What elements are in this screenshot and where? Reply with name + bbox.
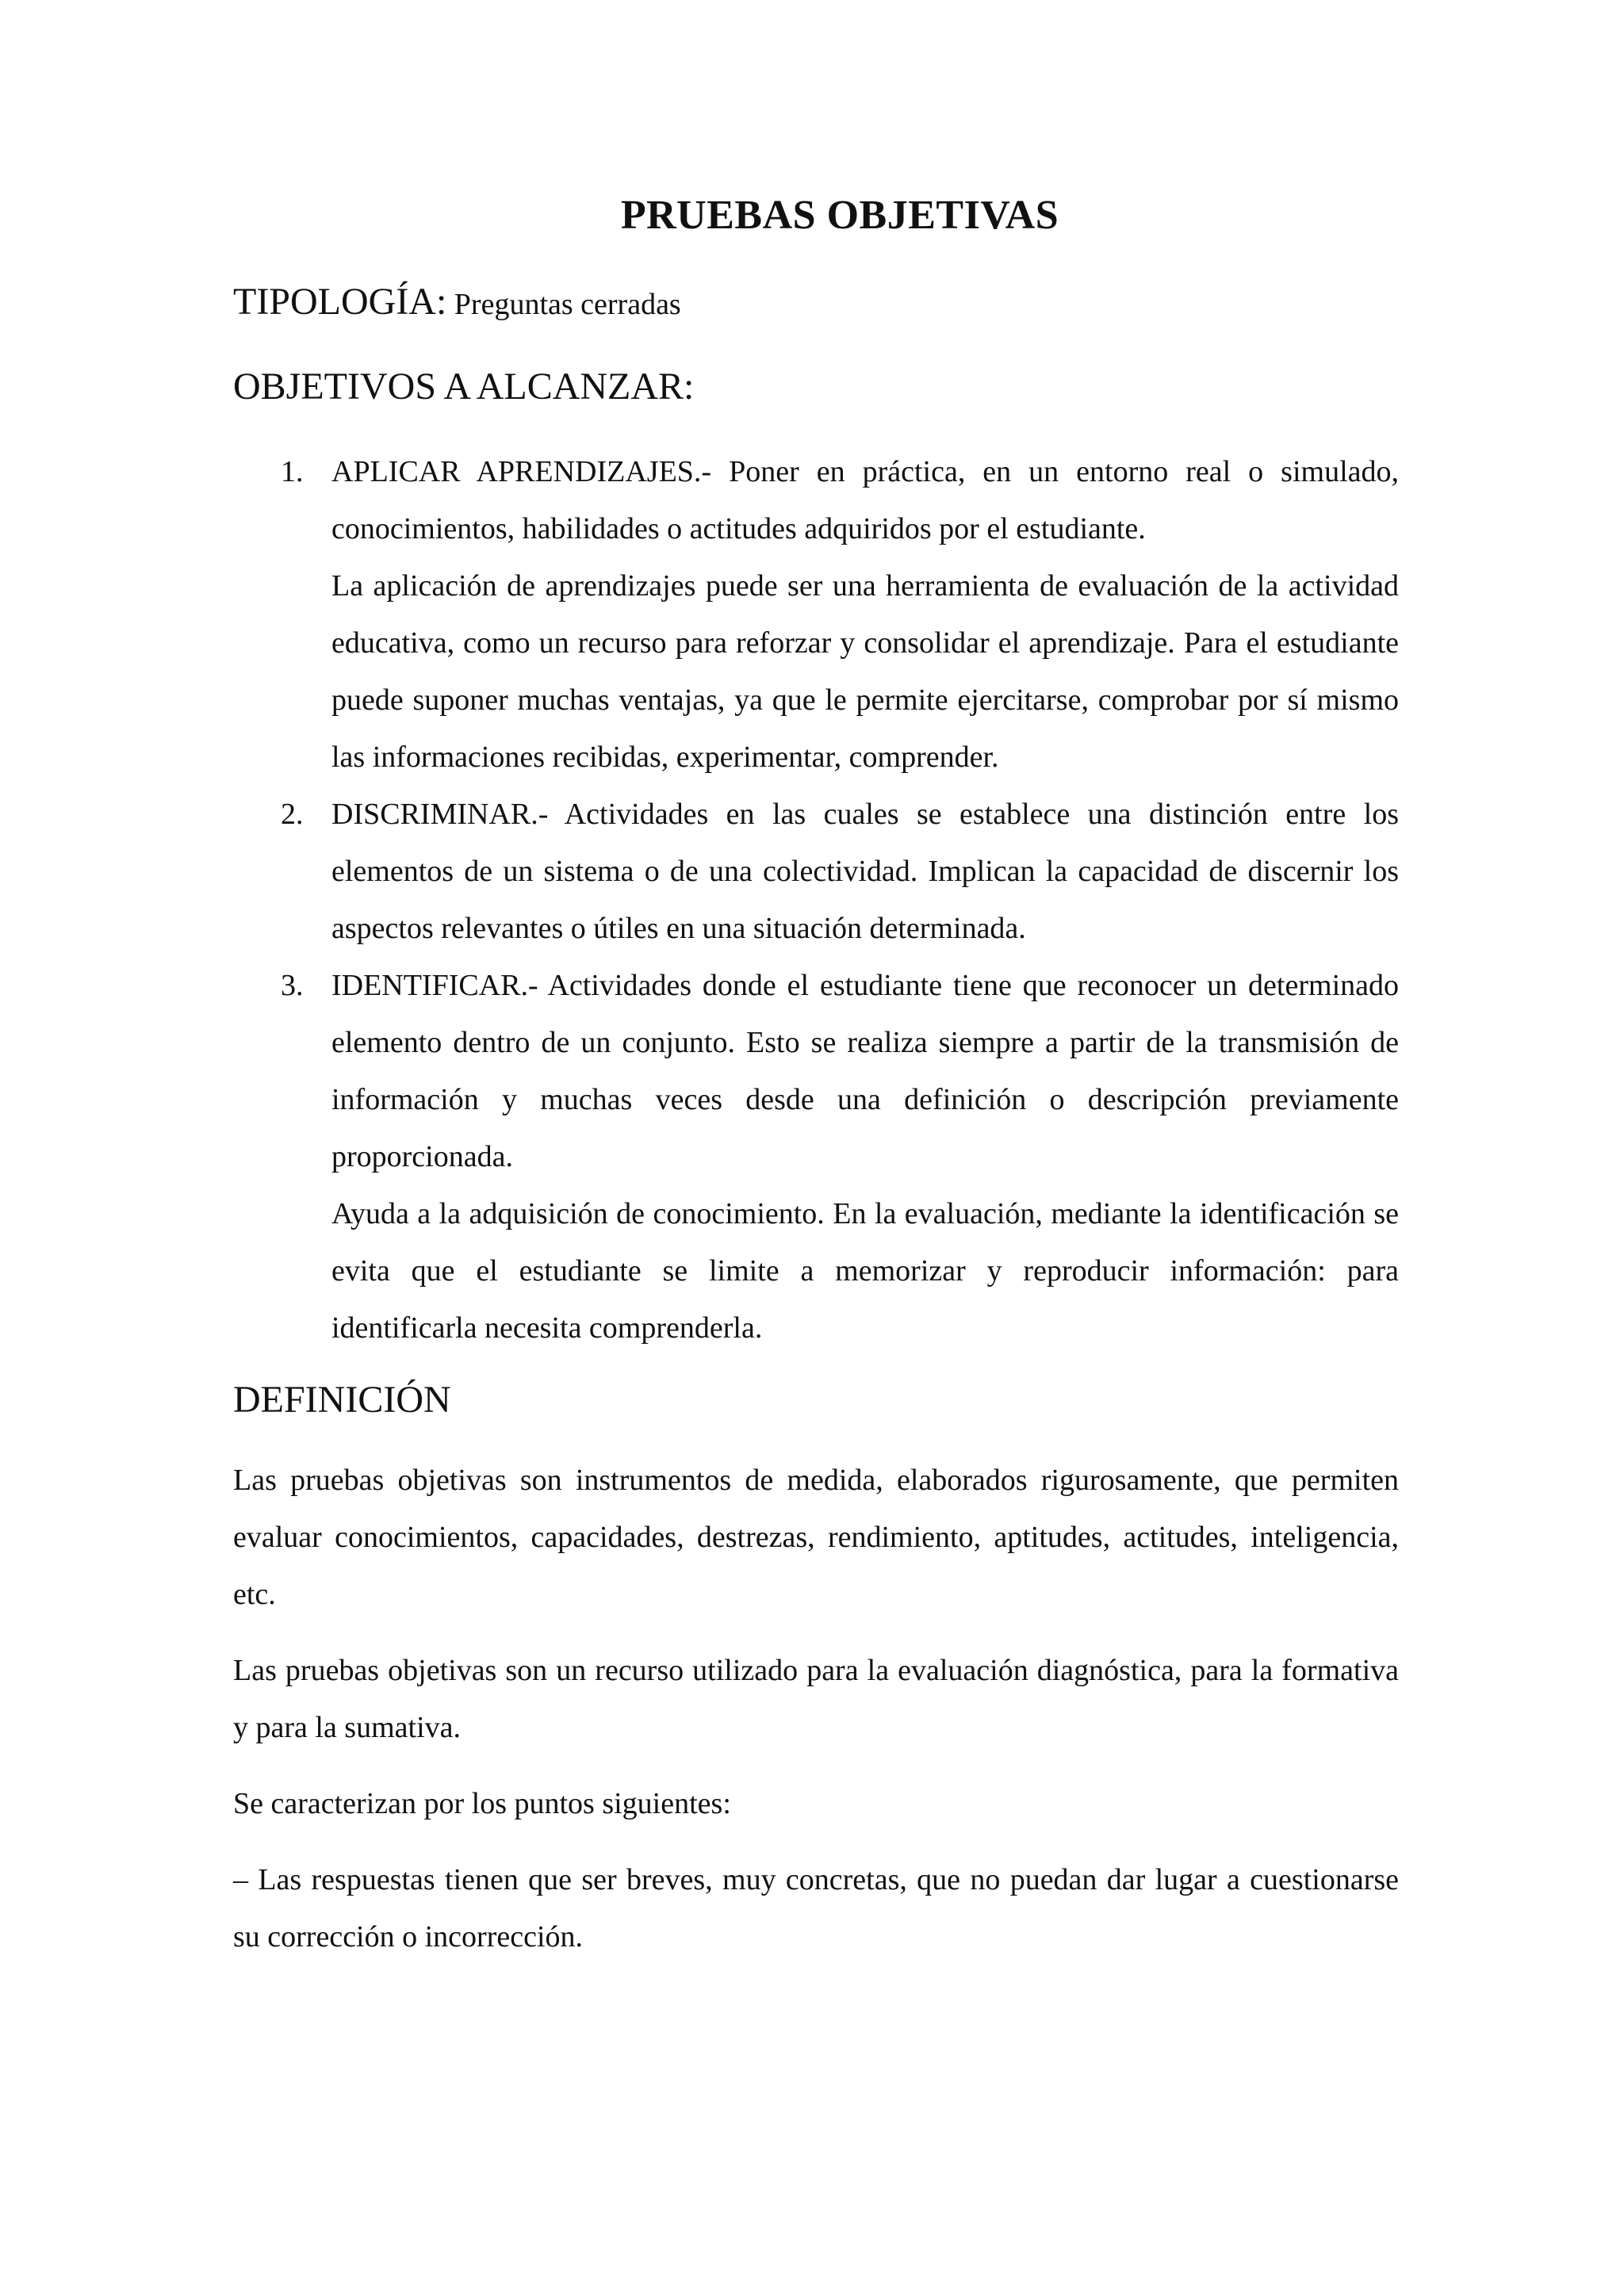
document-content bbox=[233, 184, 1399, 1984]
objetivo-paragraph: Ayuda a la adquisición de conocimiento. En la evaluación, mediante la identificación se evita que el estudiante se limite a memorizar y reproducir información: para identificarla necesita comprenderla. bbox=[331, 1197, 1399, 1345]
list-number: 3. bbox=[281, 969, 304, 1002]
definicion-paragraph: Las pruebas objetivas son un recurso utilizado para la evaluación diagnóstica, para la formativa y para la sumativa. bbox=[233, 1654, 1399, 1744]
objetivo-paragraph: DISCRIMINAR.- Actividades en las cuales se establece una distinción entre los elementos de un sistema o de una colectividad. Implican la capacidad de discernir los aspectos relevantes o útiles en una situación determinada. bbox=[331, 798, 1399, 945]
list-number: 1. bbox=[281, 455, 304, 488]
objetivo-paragraph: IDENTIFICAR.- Actividades donde el estudiante tiene que reconocer un determinado elemento dentro de un conjunto. Esto se realiza siempre a partir de la transmisión de información y muchas veces desde una definición o descripción previamente proporcionada. bbox=[331, 969, 1399, 1173]
tipologia-label: TIPOLOGÍA: bbox=[233, 281, 447, 323]
objetivo-paragraph: APLICAR APRENDIZAJES.- Poner en práctica, en un entorno real o simulado, conocimientos, habilidades o actitudes adquiridos por el estudiante. bbox=[331, 455, 1399, 545]
objetivos-heading: OBJETIVOS A ALCANZAR: bbox=[233, 365, 695, 408]
document-title: PRUEBAS OBJETIVAS bbox=[620, 193, 1059, 238]
objetivo-item-discriminar bbox=[233, 786, 1399, 957]
definicion-paragraph: Se caracterizan por los puntos siguientes: bbox=[233, 1787, 731, 1820]
objetivo-item-identificar bbox=[233, 957, 1399, 1357]
definicion-paragraph: Las pruebas objetivas son instrumentos de medida, elaborados rigurosamente, que permiten evaluar conocimientos, capacidades, destrezas, rendimiento, aptitudes, actitudes, inteligencia, etc. bbox=[233, 1464, 1399, 1611]
objetivo-paragraph: La aplicación de aprendizajes puede ser una herramienta de evaluación de la actividad educativa, como un recurso para reforzar y consolidar el aprendizaje. Para el estudiante puede suponer muchas ventajas, ya que le permite ejercitarse, comprobar por sí mismo las informaciones recibidas, experimentar, comprender. bbox=[331, 569, 1399, 774]
objetivos-list bbox=[233, 443, 1399, 1357]
tipologia-value: Preguntas cerradas bbox=[446, 288, 681, 321]
definicion-paragraph: – Las respuestas tienen que ser breves, muy concretas, que no puedan dar lugar a cuestionarse su corrección o incorrección. bbox=[233, 1863, 1399, 1954]
definicion-heading: DEFINICIÓN bbox=[233, 1379, 451, 1421]
tipologia-heading bbox=[233, 274, 1399, 332]
objetivo-item-aplicar bbox=[233, 443, 1399, 786]
list-number: 2. bbox=[281, 798, 304, 831]
